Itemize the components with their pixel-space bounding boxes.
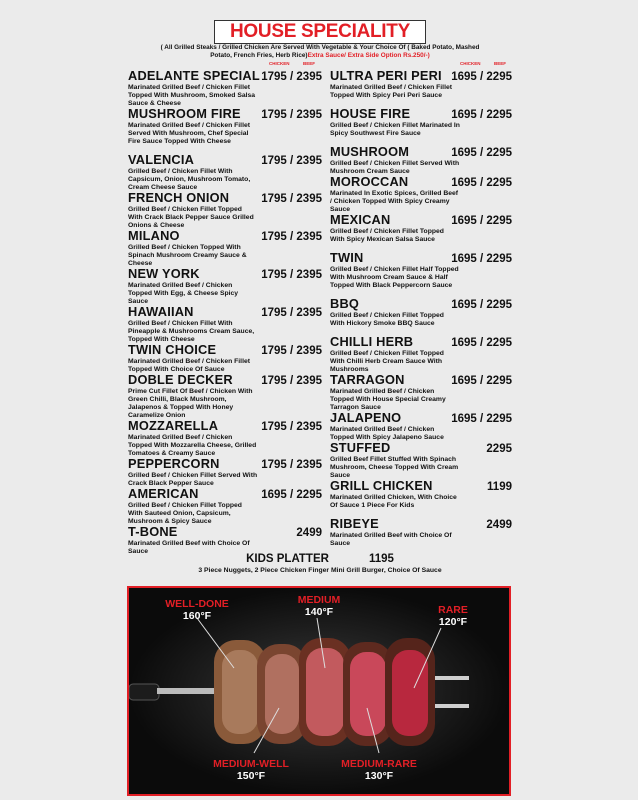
- menu-item-price: 1695 / 2295: [451, 71, 512, 83]
- menu-item-description: Prime Cut Fillet Of Beef / Chicken With Green Chilli, Black Mushroom, Jalapenos & Topped With Honey Caramelize Onion: [128, 388, 253, 419]
- menu-item: [330, 69, 512, 100]
- menu-item-name: RIBEYE: [330, 516, 379, 531]
- menu-item: [330, 373, 512, 412]
- menu-item-name: JALAPENO: [330, 410, 402, 425]
- menu-item-price: 1695 / 2295: [451, 147, 512, 159]
- fork-shaft: [157, 688, 222, 694]
- menu-item-description: Marinated Grilled Beef / Chicken Fillet Topped With Mushroom, Smoked Salsa Sauce & Cheese: [128, 84, 256, 107]
- menu-item: [128, 419, 322, 458]
- menu-item: [128, 343, 322, 374]
- doneness-label: MEDIUM-WELL: [213, 758, 289, 770]
- menu-item-name: TWIN: [330, 250, 364, 265]
- menu-item-name: VALENCIA: [128, 152, 195, 167]
- steak-slice-rare-center: [392, 650, 428, 736]
- doneness-label: WELL-DONE: [165, 598, 229, 610]
- menu-item-price: 1795 / 2395: [261, 231, 322, 243]
- kids-platter: [150, 553, 490, 575]
- menu-item-description: Grilled Beef / Chicken Fillet With Pineapple & Mushrooms Cream Sauce, Topped With Cheese: [128, 320, 255, 343]
- menu-item: [330, 213, 512, 244]
- menu-item-description: Grilled Beef / Chicken Fillet Topped With Chilli Herb Cream Sauce With Mushrooms: [330, 350, 444, 373]
- menu-item-description: Grilled Beef / Chicken Fillet Served With Mushroom Cream Sauce: [330, 160, 460, 175]
- menu-item-name: FRENCH ONION: [128, 190, 230, 205]
- doneness-well-done: [157, 598, 237, 622]
- menu-item-price: 1695 / 2295: [451, 413, 512, 425]
- menu-item-price: 1695 / 2295: [451, 177, 512, 189]
- menu-item-name: BBQ: [330, 296, 360, 311]
- menu-item-price: 1795 / 2395: [261, 459, 322, 471]
- menu-item-name: ULTRA PERI PERI: [330, 68, 442, 83]
- menu-item: [330, 107, 512, 138]
- menu-item: [330, 517, 512, 548]
- menu-item-name: ADELANTE SPECIAL: [128, 68, 260, 83]
- menu-item: [128, 229, 322, 268]
- kids-platter-description: 3 Piece Nuggets, 2 Piece Chicken Finger Mini Grill Burger, Choice Of Sauce: [198, 567, 442, 574]
- page-title: HOUSE SPECIALITY: [214, 20, 426, 44]
- menu-item-name: AMERICAN: [128, 486, 199, 501]
- menu-item-price: 1695 / 2295: [451, 375, 512, 387]
- chicken-column-header-left: CHICKEN: [269, 61, 290, 66]
- menu-item-name: TWIN CHOICE: [128, 342, 217, 357]
- menu-item: [128, 525, 322, 556]
- menu-item-name: NEW YORK: [128, 266, 200, 281]
- serving-note-text: ( All Grilled Steaks / Grilled Chicken Are Served With Vegetable & Your Choice Of ( Baked Potato, Mashed Potato, French Fries, Herb Rice): [160, 44, 480, 59]
- doneness-temp: 130°F: [364, 770, 394, 782]
- menu-item-price: 1695 / 2295: [451, 299, 512, 311]
- menu-item: [128, 69, 322, 108]
- menu-item-price: 1795 / 2395: [261, 421, 322, 433]
- doneness-medium-rare: [329, 758, 429, 782]
- doneness-temp: 160°F: [182, 610, 212, 622]
- menu-item-description: Grilled Beef / Chicken Fillet With Capsicum, Onion, Mushroom Tomato, Cream Cheese Sauce: [128, 168, 251, 191]
- menu-item-price: 1695 / 2295: [261, 489, 322, 501]
- menu-item-description: Marinated Grilled Beef / Chicken Fillet Served With Mushroom, Chef Special Fire Sauce Topped With Cheese: [128, 122, 250, 145]
- menu-item-description: Marinated Grilled Beef with Choice Of Sauce: [128, 540, 250, 555]
- menu-item-price: 1695 / 2295: [451, 337, 512, 349]
- menu-item-description: Grilled Beef / Chicken Fillet Served With Crack Black Pepper Sauce: [128, 472, 258, 487]
- menu-item-name: MILANO: [128, 228, 180, 243]
- menu-item-price: 2295: [486, 443, 512, 455]
- menu-item: [128, 153, 322, 192]
- menu-item-name: PEPPERCORN: [128, 456, 220, 471]
- menu-item-description: Marinated Grilled Beef / Chicken Topped With Spicy Jalapeno Sauce: [330, 426, 444, 441]
- steak-slice-well-done-center: [222, 650, 258, 734]
- menu-item-description: Grilled Beef / Chicken Fillet Marinated In Spicy Southwest Fire Sauce: [330, 122, 460, 137]
- doneness-medium: [279, 594, 359, 618]
- extra-sauce-note: Extra Sauce/ Extra Side Option Rs.250/-): [307, 52, 430, 59]
- menu-item: [128, 457, 322, 488]
- menu-item-description: Marinated Grilled Beef with Choice Of Sauce: [330, 532, 452, 547]
- menu-item-price: 1795 / 2395: [261, 155, 322, 167]
- menu-item-price: 1695 / 2295: [451, 215, 512, 227]
- menu-item-name: GRILL CHICKEN: [330, 478, 433, 493]
- menu-item-name: TARRAGON: [330, 372, 405, 387]
- menu-item: [330, 441, 512, 480]
- kids-platter-name: KIDS PLATTER: [246, 553, 329, 565]
- menu-item: [128, 373, 322, 420]
- menu-item-price: 1795 / 2395: [261, 193, 322, 205]
- menu-item-description: Grilled Beef / Chicken Fillet Topped With Sauteed Onion, Capsicum, Mushroom & Spicy Sauce: [128, 502, 242, 525]
- menu-item-price: 2499: [486, 519, 512, 531]
- menu-item-name: HAWAIIAN: [128, 304, 194, 319]
- menu-item-description: Marinated Grilled Beef / Chicken Topped With Egg, & Cheese Spicy Sauce: [128, 282, 239, 305]
- doneness-label: MEDIUM-RARE: [341, 758, 417, 770]
- menu-item: [330, 335, 512, 374]
- menu-item-description: Marinated Grilled Beef / Chicken Fillet Topped With Choice Of Sauce: [128, 358, 250, 373]
- doneness-medium-well: [201, 758, 301, 782]
- menu-item-price: 1795 / 2395: [261, 345, 322, 357]
- menu-item-description: Grilled Beef Fillet Stuffed With Spinach Mushroom, Cheese Topped With Cream Sauce: [330, 456, 459, 479]
- doneness-label: RARE: [438, 604, 468, 616]
- menu-item-name: STUFFED: [330, 440, 391, 455]
- steak-slice-medium-rare-center: [350, 652, 386, 736]
- beef-column-header-left: BEEF: [303, 61, 316, 66]
- menu-item-description: Marinated Grilled Beef / Chicken Topped With House Special Creamy Tarragon Sauce: [330, 388, 446, 411]
- steak-slice-medium-center: [306, 648, 344, 736]
- serving-note: [150, 44, 490, 60]
- menu-item-price: 1695 / 2295: [451, 253, 512, 265]
- doneness-temp: 150°F: [236, 770, 266, 782]
- menu-item-description: Marinated Grilled Beef / Chicken Fillet Topped With Spicy Peri Peri Sauce: [330, 84, 452, 99]
- menu-item-name: MUSHROOM FIRE: [128, 106, 241, 121]
- menu-item-description: Grilled Beef / Chicken Fillet Topped With Spicy Mexican Salsa Sauce: [330, 228, 444, 243]
- doneness-temp: 140°F: [304, 606, 334, 618]
- menu-item-description: Marinated Grilled Chicken, With Choice Of Sauce 1 Piece For Kids: [330, 494, 457, 509]
- menu-item: [128, 487, 322, 526]
- menu-item-description: Marinated In Exotic Spices, Grilled Beef / Chicken Topped With Spicy Creamy Sauce: [330, 190, 459, 213]
- menu-item: [128, 267, 322, 306]
- beef-column-header-right: BEEF: [494, 61, 507, 66]
- menu-item-name: T-BONE: [128, 524, 178, 539]
- menu-item-price: 1795 / 2395: [261, 375, 322, 387]
- menu-item-name: DOBLE DECKER: [128, 372, 233, 387]
- menu-item-description: Grilled Beef / Chicken Fillet Topped With Hickory Smoke BBQ Sauce: [330, 312, 444, 327]
- doneness-rare: [413, 604, 493, 628]
- menu-item-description: Grilled Beef / Chicken Topped With Spinach Mushroom Creamy Sauce & Cheese: [128, 244, 247, 267]
- menu-item-price: 2499: [296, 527, 322, 539]
- menu-item-price: 1795 / 2395: [261, 307, 322, 319]
- menu-item-price: 1199: [487, 481, 512, 493]
- menu-item-name: MEXICAN: [330, 212, 391, 227]
- menu-item-price: 1695 / 2295: [451, 109, 512, 121]
- steak-doneness-photo: [127, 586, 511, 796]
- menu-item-price: 1795 / 2395: [261, 71, 322, 83]
- menu-item: [128, 305, 322, 344]
- menu-item-name: MUSHROOM: [330, 144, 410, 159]
- menu-item: [330, 411, 512, 442]
- menu-item-description: Grilled Beef / Chicken Fillet Half Topped With Mushroom Cream Sauce & Half Topped With Black Peppercorn Sauce: [330, 266, 459, 289]
- menu-item: [128, 107, 322, 146]
- doneness-label: MEDIUM: [297, 594, 341, 606]
- menu-item-name: CHILLI HERB: [330, 334, 414, 349]
- menu-item-description: Grilled Beef / Chicken Fillet Topped With Crack Black Pepper Sauce Grilled Onions & Cheese: [128, 206, 254, 229]
- menu-item: [330, 251, 512, 290]
- kids-platter-price: 1195: [368, 553, 394, 565]
- menu-item-name: MOROCCAN: [330, 174, 409, 189]
- menu-item-name: HOUSE FIRE: [330, 106, 411, 121]
- menu-item: [330, 145, 512, 176]
- menu-item-price: 1795 / 2395: [261, 269, 322, 281]
- menu-item-description: Marinated Grilled Beef / Chicken Topped With Mozzarella Cheese, Grilled Tomatoes & Creamy Sauce: [128, 434, 257, 457]
- menu-item: [128, 191, 322, 230]
- steak-slice-medium-well-center: [265, 654, 299, 734]
- menu-item: [330, 479, 512, 510]
- menu-item-name: MOZZARELLA: [128, 418, 219, 433]
- chicken-column-header-right: CHICKEN: [460, 61, 481, 66]
- menu-item-price: 1795 / 2395: [261, 109, 322, 121]
- menu-item: [330, 297, 512, 328]
- menu-item: [330, 175, 512, 214]
- doneness-temp: 120°F: [438, 616, 468, 628]
- fork-handle: [129, 684, 159, 700]
